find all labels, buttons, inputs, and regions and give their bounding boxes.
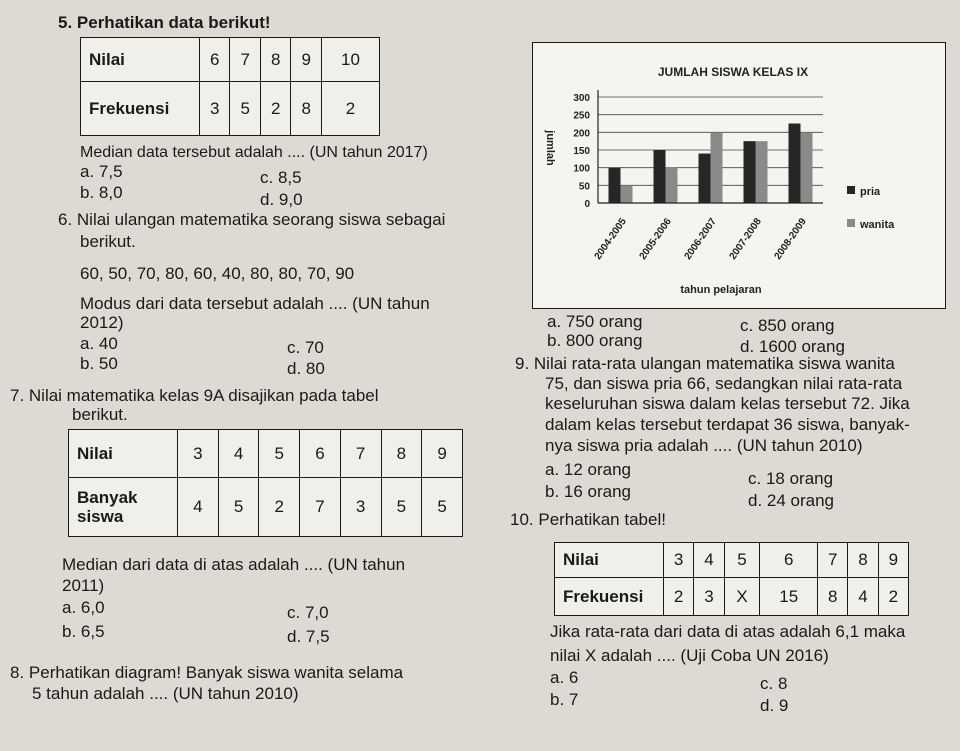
chart-title: JUMLAH SISWA KELAS IX [657,65,809,79]
y-tick-label: 300 [573,93,590,104]
q7-value-cell: 6 [300,430,341,478]
q7-count-cell: 5 [422,478,463,537]
q10-freq-cell: 4 [848,578,878,616]
q5-option-c: c. 8,5 [260,168,302,187]
x-tick-label: 2006-2007 [682,216,719,262]
q5-freq-cell: 2 [321,82,379,136]
q7-question-line1: Median dari data di atas adalah .... (UN tahun [62,555,406,574]
q9-line4: dalam kelas tersebut terdapat 36 siswa, banyak- [545,415,910,434]
bar-wanita-2006-2007 [711,132,723,203]
q7-option-d: d. 7,5 [287,627,330,646]
q5-freq-cell: 8 [291,82,321,136]
bar-pria-2004-2005 [609,168,621,203]
bar-wanita-2004-2005 [621,185,633,203]
q7-row-label: Nilai [69,430,178,478]
q7-option-c: c. 7,0 [287,603,329,622]
q10-freq-cell: 2 [664,578,694,616]
q10-value-cell: 3 [664,543,694,578]
q9-line5: nya siswa pria adalah .... (UN tahun 2010) [545,436,863,455]
q5-option-a: a. 7,5 [80,162,123,181]
q6-option-a: a. 40 [80,334,118,353]
q10-option-d: d. 9 [760,696,789,715]
q8-option-c: c. 850 orang [740,316,835,335]
q9-option-c: c. 18 orang [748,469,834,488]
q6-question-line1: Modus dari data tersebut adalah .... (UN tahun [80,294,430,313]
q5-freq-cell: 3 [200,82,230,136]
y-tick-label: 100 [573,163,590,175]
q6-option-d: d. 80 [287,359,325,378]
q5-row-label: Frekuensi [81,82,200,136]
q10-value-cell: 6 [760,543,818,578]
q5-value-cell: 10 [321,38,379,82]
chart-panel [532,42,946,309]
x-tick-label: 2004-2005 [592,216,629,262]
x-tick-label: 2008-2009 [772,216,809,262]
q6-option-c: c. 70 [287,338,324,357]
q5-value-cell: 6 [200,38,230,82]
chart-y-ticks [573,93,590,210]
chart-y-label: jumlah [544,130,556,166]
q10-option-b: b. 7 [550,690,579,709]
chart-x-label: tahun pelajaran [680,284,762,296]
q10-value-cell: 4 [694,543,724,578]
q6-question-line2: 2012) [80,313,124,332]
q7-value-cell: 8 [381,430,422,478]
q7-count-cell: 3 [340,478,381,537]
q7-count-cell: 2 [259,478,300,537]
chart-bars [609,124,813,204]
q5-value-cell: 7 [230,38,260,82]
y-tick-label: 50 [578,181,590,193]
bar-pria-2007-2008 [744,141,756,203]
q7-row-label-line2: siswa [77,507,124,526]
q7-option-a: a. 6,0 [62,598,105,617]
q7-value-cell: 4 [218,430,259,478]
q6-option-b: b. 50 [80,354,118,373]
q9-line1: 9. Nilai rata-rata ulangan matematika siswa wanita [515,354,895,373]
q7-count-cell: 7 [300,478,341,537]
q5-option-b: b. 8,0 [80,183,123,202]
q7-stem-line1: 7. Nilai matematika kelas 9A disajikan pada tabel [10,386,379,405]
y-tick-label: 250 [573,110,590,122]
q10-value-cell: 5 [724,543,760,578]
bar-wanita-2005-2006 [666,168,678,203]
legend-swatch-wanita [847,219,855,227]
q10-table [554,542,909,616]
bar-pria-2006-2007 [699,154,711,203]
x-tick-label: 2005-2006 [637,216,674,262]
q7-count-cell: 5 [218,478,259,537]
q7-row-label-line1: Banyak [77,488,138,507]
q10-option-c: c. 8 [760,674,788,693]
q10-row-label: Nilai [555,543,664,578]
q10-stem: 10. Perhatikan tabel! [510,510,666,529]
q10-freq-cell: 2 [878,578,908,616]
q5-question: Median data tersebut adalah .... (UN tahun 2017) [80,144,428,161]
q10-value-cell: 9 [878,543,908,578]
q5-freq-cell: 2 [260,82,290,136]
q10-freq-cell: 3 [694,578,724,616]
q5-table [80,37,380,136]
q5-row-label: Nilai [81,38,200,82]
q7-count-cell: 5 [381,478,422,537]
q8-stem-line1: 8. Perhatikan diagram! Banyak siswa wanita selama [10,663,404,682]
q7-row-label-cell [69,478,178,537]
q10-question-line2: nilai X adalah .... (Uji Coba UN 2016) [550,646,829,665]
q10-question-line1: Jika rata-rata dari data di atas adalah 6,1 maka [550,622,906,641]
y-tick-label: 200 [573,128,590,140]
q10-freq-cell: 8 [818,578,848,616]
q10-option-a: a. 6 [550,668,579,687]
chart-x-ticks [593,216,810,262]
q6-data: 60, 50, 70, 80, 60, 40, 80, 80, 70, 90 [80,264,355,283]
q7-table [68,429,463,537]
q9-line2: 75, dan siswa pria 66, sedangkan nilai rata-rata [545,374,903,393]
bar-wanita-2007-2008 [756,141,768,203]
q8-stem-line2: 5 tahun adalah .... (UN tahun 2010) [32,684,299,703]
q8-option-b: b. 800 orang [547,331,643,350]
q9-option-a: a. 12 orang [545,460,632,479]
q8-option-d: d. 1600 orang [740,337,845,356]
q7-value-cell: 5 [259,430,300,478]
q6-stem-line2: berikut. [80,232,136,251]
q10-value-cell: 8 [848,543,878,578]
q7-value-cell: 3 [178,430,219,478]
bar-wanita-2008-2009 [801,132,813,203]
q7-question-line2: 2011) [62,576,105,595]
chart-legend [847,186,895,231]
q10-row-label: Frekuensi [555,578,664,616]
legend-label-pria: pria [860,186,881,198]
q10-freq-cell: 15 [760,578,818,616]
q10-freq-cell: X [724,578,760,616]
q9-option-d: d. 24 orang [748,491,835,510]
bar-pria-2008-2009 [789,124,801,204]
q9-option-b: b. 16 orang [545,482,632,501]
q7-value-cell: 7 [340,430,381,478]
q7-option-b: b. 6,5 [62,622,105,641]
bar-pria-2005-2006 [654,150,666,203]
q5-value-cell: 9 [291,38,321,82]
x-tick-label: 2007-2008 [727,216,764,262]
y-tick-label: 0 [584,199,590,210]
y-tick-label: 150 [573,146,590,157]
legend-label-wanita: wanita [860,219,895,231]
q5-stem: 5. Perhatikan data berikut! [58,13,271,32]
q5-option-d: d. 9,0 [260,190,303,209]
q6-stem-line1: 6. Nilai ulangan matematika seorang siswa sebagai [58,210,446,229]
q7-count-cell: 4 [178,478,219,537]
q7-value-cell: 9 [422,430,463,478]
q9-line3: keseluruhan siswa dalam kelas tersebut 72. Jika [545,394,910,413]
bar-chart [533,43,945,308]
q10-value-cell: 7 [818,543,848,578]
q8-option-a: a. 750 orang [547,312,643,331]
q7-stem-line2: berikut. [72,405,128,424]
q5-value-cell: 8 [260,38,290,82]
q5-freq-cell: 5 [230,82,260,136]
legend-swatch-pria [847,186,855,194]
